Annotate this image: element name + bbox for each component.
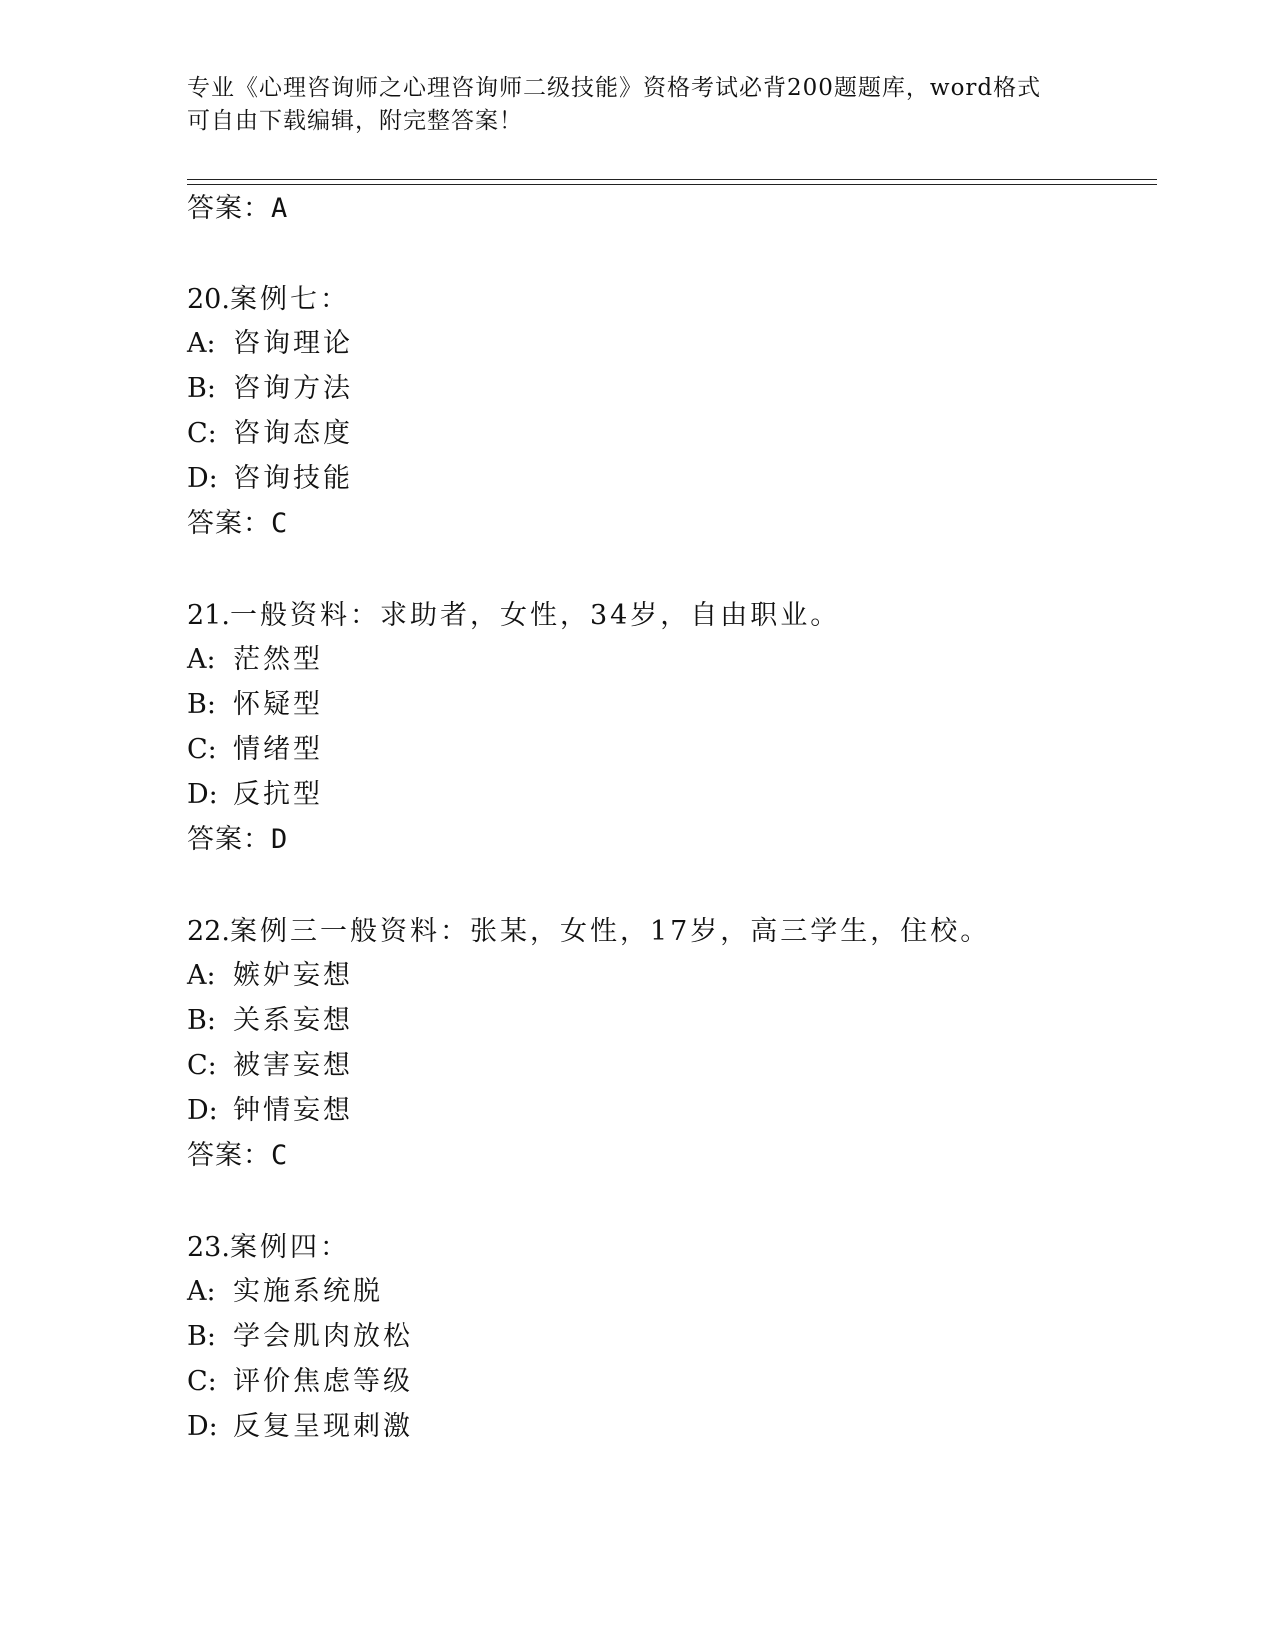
option-b bbox=[187, 687, 323, 723]
question-number: 21. bbox=[187, 600, 230, 631]
option-letter: A: bbox=[187, 1276, 216, 1307]
answer-value: C bbox=[271, 508, 289, 539]
previous-answer bbox=[187, 191, 288, 227]
option-letter: C: bbox=[187, 734, 217, 765]
option-text: 嫉妒妄想 bbox=[233, 960, 353, 991]
option-text: 咨询技能 bbox=[233, 463, 353, 494]
answer-value: D bbox=[271, 824, 289, 855]
answer-label: 答案： bbox=[187, 824, 271, 855]
header-divider-bottom bbox=[187, 184, 1157, 185]
option-text: 反复呈现刺激 bbox=[233, 1411, 413, 1442]
question-number: 20. bbox=[187, 284, 230, 315]
answer-line bbox=[187, 1138, 288, 1174]
option-letter: D: bbox=[187, 779, 218, 810]
option-text: 咨询理论 bbox=[233, 328, 353, 359]
option-a bbox=[187, 958, 353, 994]
answer-label: 答案： bbox=[187, 1140, 271, 1171]
option-a bbox=[187, 642, 323, 678]
question-text: 一般资料：求助者，女性，34岁，自由职业。 bbox=[229, 600, 841, 631]
option-text: 咨询方法 bbox=[233, 373, 353, 404]
answer-value: A bbox=[271, 193, 289, 224]
option-letter: C: bbox=[187, 1050, 217, 1081]
answer-line bbox=[187, 506, 288, 542]
document-header bbox=[187, 72, 1087, 138]
option-letter: B: bbox=[187, 1005, 216, 1036]
option-text: 学会肌肉放松 bbox=[233, 1321, 413, 1352]
option-letter: A: bbox=[187, 328, 216, 359]
option-text: 怀疑型 bbox=[233, 689, 323, 720]
option-c bbox=[187, 1048, 353, 1084]
option-text: 被害妄想 bbox=[233, 1050, 353, 1081]
question-text: 案例四： bbox=[229, 1232, 350, 1263]
question-stem bbox=[187, 598, 840, 634]
option-letter: A: bbox=[187, 644, 216, 675]
option-b bbox=[187, 371, 353, 407]
option-letter: A: bbox=[187, 960, 216, 991]
question-stem bbox=[187, 1230, 350, 1266]
header-line-2: 可自由下载编辑，附完整答案！ bbox=[187, 108, 523, 134]
question-stem bbox=[187, 914, 990, 950]
question-stem bbox=[187, 282, 350, 318]
question-number: 23. bbox=[187, 1232, 230, 1263]
answer-label: 答案： bbox=[187, 193, 271, 224]
option-a bbox=[187, 1274, 383, 1310]
option-text: 钟情妄想 bbox=[233, 1095, 353, 1126]
option-text: 关系妄想 bbox=[233, 1005, 353, 1036]
option-d bbox=[187, 1409, 413, 1445]
option-letter: C: bbox=[187, 418, 217, 449]
option-c bbox=[187, 732, 323, 768]
option-b bbox=[187, 1319, 413, 1355]
option-text: 茫然型 bbox=[233, 644, 323, 675]
option-a bbox=[187, 326, 353, 362]
option-b bbox=[187, 1003, 353, 1039]
header-divider-top bbox=[187, 179, 1157, 180]
question-number: 22. bbox=[187, 916, 230, 947]
answer-line bbox=[187, 822, 288, 858]
option-text: 评价焦虑等级 bbox=[233, 1366, 413, 1397]
option-text: 反抗型 bbox=[233, 779, 323, 810]
option-letter: B: bbox=[187, 1321, 216, 1352]
option-text: 情绪型 bbox=[233, 734, 323, 765]
option-c bbox=[187, 1364, 413, 1400]
option-c bbox=[187, 416, 353, 452]
answer-label: 答案： bbox=[187, 508, 271, 539]
option-d bbox=[187, 461, 353, 497]
header-line-1: 专业《心理咨询师之心理咨询师二级技能》资格考试必背200题题库，word格式 bbox=[187, 75, 1042, 101]
option-d bbox=[187, 1093, 353, 1129]
question-text: 案例三一般资料：张某，女性，17岁，高三学生，住校。 bbox=[229, 916, 991, 947]
option-letter: C: bbox=[187, 1366, 217, 1397]
option-text: 咨询态度 bbox=[233, 418, 353, 449]
option-letter: D: bbox=[187, 1411, 218, 1442]
option-letter: B: bbox=[187, 689, 216, 720]
option-letter: D: bbox=[187, 463, 218, 494]
option-letter: D: bbox=[187, 1095, 218, 1126]
question-text: 案例七： bbox=[229, 284, 350, 315]
option-d bbox=[187, 777, 323, 813]
option-text: 实施系统脱 bbox=[233, 1276, 383, 1307]
option-letter: B: bbox=[187, 373, 216, 404]
answer-value: C bbox=[271, 1140, 289, 1171]
